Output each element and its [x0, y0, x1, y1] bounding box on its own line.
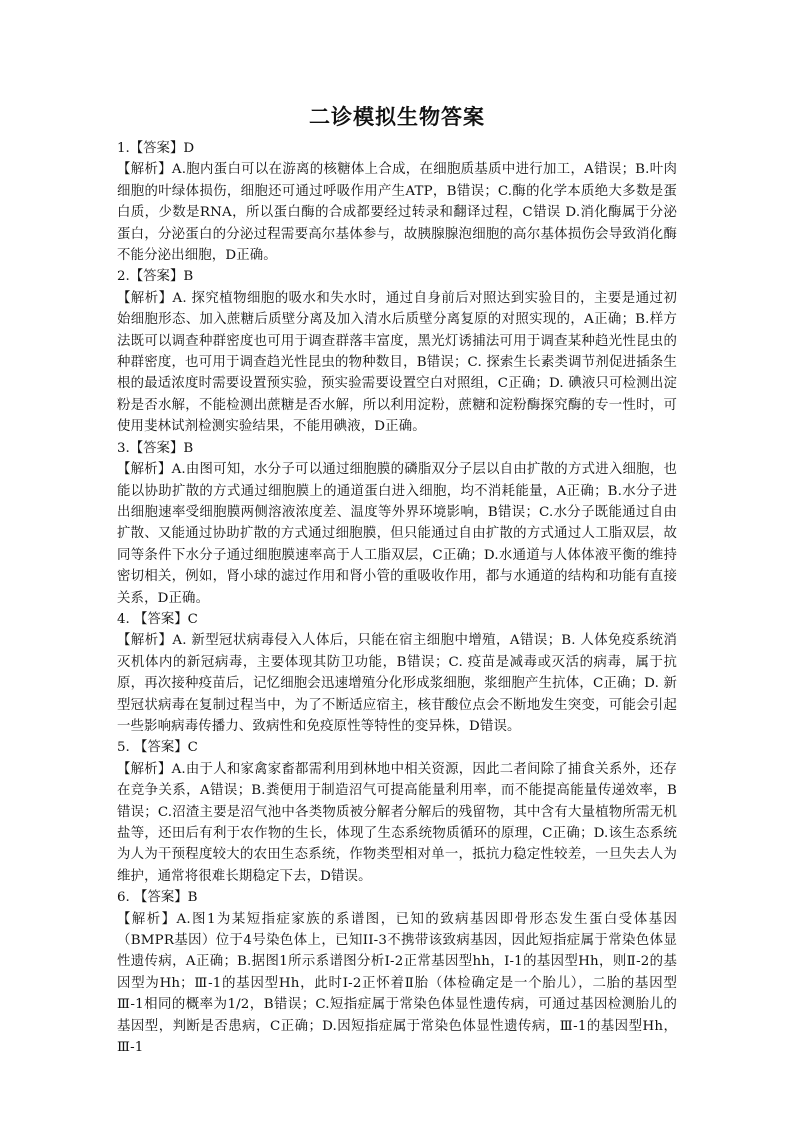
answer-heading: 5. 【答案】C — [117, 740, 198, 756]
answer-item-2 — [117, 266, 677, 437]
answer-heading: 1.【答案】D — [117, 141, 195, 156]
answer-list — [117, 138, 677, 1058]
answer-heading: 3.【答案】B — [117, 440, 194, 456]
answer-item-4 — [117, 609, 677, 737]
analysis-paragraph: 【解析】A. 新型冠状病毒侵入人体后，只能在宿主细胞中增殖，A错误；B. 人体免疫系统消灭机体内的新冠病毒，主要体现其防卫功能，B错误；C. 疫苗是减毒或灭活的病毒，属于抗原，再次接种疫苗后，记忆细胞会迅速增殖分化形成浆细胞，浆细胞产生抗体，C正确；D. 新型冠状病毒在复制过程当中，为了不断适应宿主，核苷酸位点会不断地发生突变，可能会引起一些影响病毒传播力、致病性和免疫原性等特性的变异株，D错误。 — [117, 633, 677, 734]
analysis-paragraph: 【解析】A.由于人和家禽家畜都需利用到林地中相关资源，因此二者间除了捕食关系外，还存在竞争关系，A错误；B.粪便用于制造沼气可提高能量利用率，而不能提高能量传递效率，B错误；C.沼渣主要是沼气池中各类物质被分解者分解后的残留物，其中含有大量植物所需无机盐等，还田后有利于农作物的生长，体现了生态系统物质循环的原理，C正确；D.该生态系统为人为干预程度较大的农田生态系统，作物类型相对单一，抵抗力稳定性较差，一旦失去人为维护，通常将很难长期稳定下去，D错误。 — [117, 761, 677, 884]
answer-heading: 2.【答案】B — [117, 269, 194, 285]
answer-heading: 4. 【答案】C — [117, 611, 198, 627]
answer-heading: 6. 【答案】B — [117, 890, 198, 906]
analysis-paragraph: 【解析】A. 探究植物细胞的吸水和失水时，通过自身前后对照达到实验目的，主要是通过初始细胞形态、加入蔗糖后质壁分离及加入清水后质壁分离复原的对照实现的，A正确；B.样方法既可以调查种群密度也可用于调查群落丰富度，黑光灯诱捕法可用于调查某种趋光性昆虫的种群密度，也可用于调查趋光性昆虫的物种数目，B错误；C. 探索生长素类调节剂促进插条生根的最适浓度时需要设置预实验，预实验需要设置空白对照组，C正确；D. 碘液只可检测出淀粉是否水解，不能检测出蔗糖是否水解，所以利用淀粉，蔗糖和淀粉酶探究酶的专一性时，可使用斐林试剂检测实验结果，不能用碘液，D正确。 — [117, 290, 677, 435]
answer-item-5 — [117, 737, 677, 887]
document-title: 二诊模拟生物答案 — [309, 104, 485, 129]
analysis-paragraph: 【解析】A.由图可知，水分子可以通过细胞膜的磷脂双分子层以自由扩散的方式进入细胞，也能以协助扩散的方式通过细胞膜上的通道蛋白进入细胞，均不消耗能量，A正确；B.水分子进出细胞速率受细胞膜两侧溶液浓度差、温度等外界环境影响，B错误；C.水分子既能通过自由扩散、又能通过协助扩散的方式通过细胞膜，但只能通过自由扩散的方式通过人工脂双层，故同等条件下水分子通过细胞膜速率高于人工脂双层，C正确；D.水通道与人体体液平衡的维持密切相关，例如，肾小球的滤过作用和肾小管的重吸收作用，都与水通道的结构和功能有直接关系，D正确。 — [117, 462, 677, 606]
answer-item-6 — [117, 887, 677, 1058]
analysis-paragraph: 【解析】A.胞内蛋白可以在游离的核糖体上合成，在细胞质基质中进行加工，A错误；B.叶肉细胞的叶绿体损伤，细胞还可通过呼吸作用产生ATP，B错误；C.酶的化学本质绝大多数是蛋白质，少数是RNA，所以蛋白酶的合成都要经过转录和翻译过程，C错误 D.消化酶属于分泌蛋白，分泌蛋白的分泌过程需要高尔基体参与，故胰腺腺泡细胞的高尔基体损伤会导致消化酶不能分泌出细胞，D正确。 — [117, 162, 677, 264]
answer-item-1 — [117, 138, 677, 266]
answer-item-3 — [117, 438, 677, 609]
analysis-paragraph: 【解析】A.图1为某短指症家族的系谱图，已知的致病基因即骨形态发生蛋白受体基因（BMPR基因）位于4号染色体上，已知II-3不携带该致病基因，因此短指症属于常染色体显性遗传病，A正确；B.据图1所示系谱图分析I-2正常基因型hh，I-1的基因型Hh，则Ⅱ-2的基因型为Hh；Ⅲ-1的基因型Hh，此时I-2正怀着Ⅱ胎（体检确定是一个胎儿），二胎的基因型Ⅲ-1相同的概率为1/2，B错误；C.短指症属于常染色体显性遗传病，可通过基因检测胎儿的基因型，判断是否患病，C正确；D.因短指症属于常染色体显性遗传病，Ⅲ-1的基因型Hh，Ⅲ-1 — [117, 911, 677, 1056]
